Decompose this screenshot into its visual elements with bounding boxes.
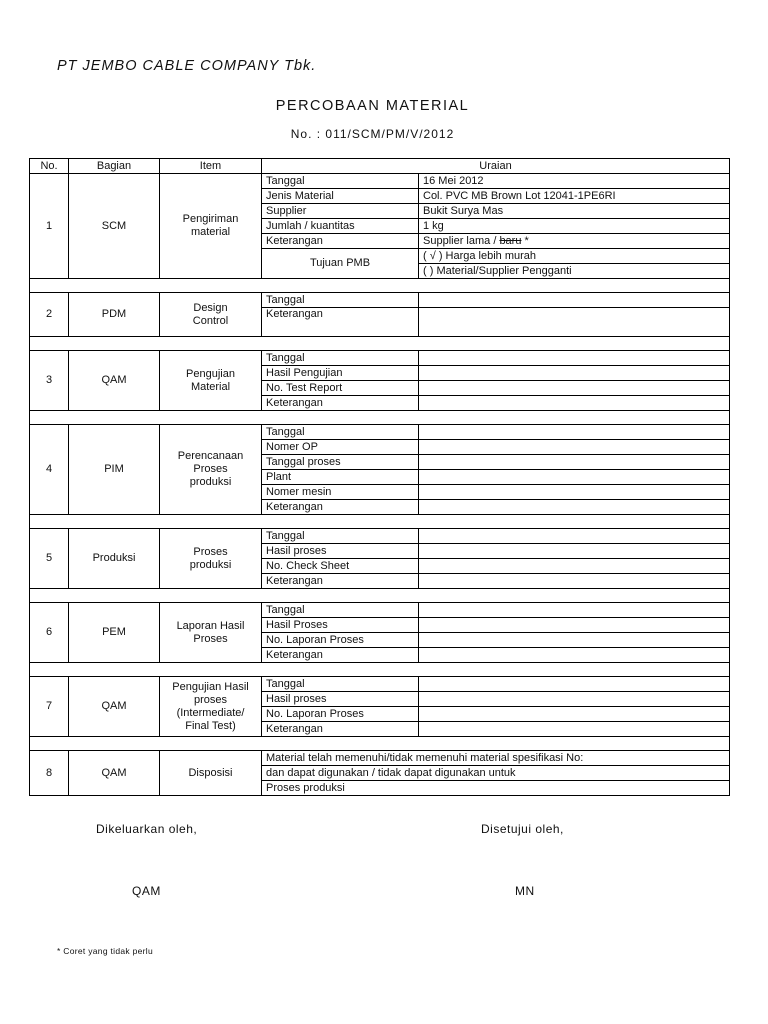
- section-6-bagian: PEM: [69, 603, 160, 663]
- table-row: [30, 351, 730, 366]
- section-1-item: Pengiriman material: [160, 174, 262, 279]
- row-value: [419, 618, 730, 633]
- table-row: [30, 677, 730, 692]
- row-value: [419, 722, 730, 737]
- row-label: Tanggal: [262, 529, 419, 544]
- col-header-uraian: Uraian: [262, 159, 730, 174]
- row-label: Tanggal: [262, 293, 419, 308]
- tujuan-option: ( ) Material/Supplier Pengganti: [419, 264, 730, 279]
- section-1-no: 1: [30, 174, 69, 279]
- spacer-row: [30, 515, 730, 529]
- spacer-row: [30, 737, 730, 751]
- section-5-bagian: Produksi: [69, 529, 160, 589]
- spacer-row: [30, 337, 730, 351]
- row-label: Hasil proses: [262, 692, 419, 707]
- row-value: [419, 692, 730, 707]
- document-title: PERCOBAAN MATERIAL: [275, 98, 470, 114]
- section-6-item: Laporan Hasil Proses: [160, 603, 262, 663]
- footnote: * Coret yang tidak perlu: [57, 946, 154, 956]
- row-label: Tanggal: [262, 603, 419, 618]
- row-label: Hasil proses: [262, 544, 419, 559]
- row-label: Keterangan: [262, 722, 419, 737]
- table-row: [30, 529, 730, 544]
- row-value: [419, 485, 730, 500]
- row-label: No. Test Report: [262, 381, 419, 396]
- spacer-row: [30, 663, 730, 677]
- spacer-row: [30, 589, 730, 603]
- table-row: [30, 425, 730, 440]
- row-label: Keterangan: [262, 308, 419, 337]
- row-label: Hasil Pengujian: [262, 366, 419, 381]
- row-value: [419, 308, 730, 337]
- company-name: PT JEMBO CABLE COMPANY Tbk.: [57, 58, 317, 74]
- row-label: Tanggal: [262, 677, 419, 692]
- section-2-no: 2: [30, 293, 69, 337]
- approved-by-label: Disetujui oleh,: [481, 822, 564, 836]
- section-8-bagian: QAM: [69, 751, 160, 796]
- section-7-no: 7: [30, 677, 69, 737]
- table-row: [30, 293, 730, 308]
- row-value: [419, 574, 730, 589]
- asterisk-mark: *: [521, 234, 529, 247]
- col-header-no: No.: [30, 159, 69, 174]
- row-label: Keterangan: [262, 234, 419, 249]
- row-label: Plant: [262, 470, 419, 485]
- spacer-row: [30, 279, 730, 293]
- row-value: [419, 707, 730, 722]
- section-8-no: 8: [30, 751, 69, 796]
- section-6-no: 6: [30, 603, 69, 663]
- section-2-bagian: PDM: [69, 293, 160, 337]
- row-value: Bukit Surya Mas: [419, 204, 730, 219]
- row-value: [419, 470, 730, 485]
- keterangan-value: [419, 234, 730, 249]
- row-value: [419, 396, 730, 411]
- material-trial-table: [29, 158, 730, 796]
- table-row: [30, 174, 730, 189]
- row-label: Nomer OP: [262, 440, 419, 455]
- row-value: 16 Mei 2012: [419, 174, 730, 189]
- section-7-item: Pengujian Hasil proses (Intermediate/ Final Test): [160, 677, 262, 737]
- row-label: Jenis Material: [262, 189, 419, 204]
- row-label: Keterangan: [262, 574, 419, 589]
- section-8-item: Disposisi: [160, 751, 262, 796]
- row-value: 1 kg: [419, 219, 730, 234]
- disposisi-line: dan dapat digunakan / tidak dapat digunakan untuk: [262, 766, 730, 781]
- row-value: [419, 351, 730, 366]
- row-value: [419, 633, 730, 648]
- section-3-bagian: QAM: [69, 351, 160, 411]
- col-header-item: Item: [160, 159, 262, 174]
- row-label: Keterangan: [262, 648, 419, 663]
- row-label: Tanggal proses: [262, 455, 419, 470]
- spacer-row: [30, 411, 730, 425]
- row-label: Jumlah / kuantitas: [262, 219, 419, 234]
- section-5-no: 5: [30, 529, 69, 589]
- row-value: [419, 529, 730, 544]
- section-3-no: 3: [30, 351, 69, 411]
- row-value: [419, 455, 730, 470]
- section-4-no: 4: [30, 425, 69, 515]
- row-value: [419, 381, 730, 396]
- row-label: Hasil Proses: [262, 618, 419, 633]
- section-2-item: Design Control: [160, 293, 262, 337]
- row-value: [419, 425, 730, 440]
- row-label: No. Check Sheet: [262, 559, 419, 574]
- row-value: [419, 603, 730, 618]
- table-row: [30, 751, 730, 766]
- section-1-bagian: SCM: [69, 174, 160, 279]
- row-label: Nomer mesin: [262, 485, 419, 500]
- struck-text: baru: [499, 234, 522, 247]
- keterangan-prefix: Supplier lama /: [423, 234, 500, 247]
- row-label: No. Laporan Proses: [262, 633, 419, 648]
- row-value: [419, 440, 730, 455]
- row-value: Col. PVC MB Brown Lot 12041-1PE6RI: [419, 189, 730, 204]
- section-7-bagian: QAM: [69, 677, 160, 737]
- col-header-bagian: Bagian: [69, 159, 160, 174]
- row-value: [419, 366, 730, 381]
- row-value: [419, 293, 730, 308]
- issued-by-signatory: QAM: [132, 884, 161, 898]
- disposisi-line: Material telah memenuhi/tidak memenuhi material spesifikasi No:: [262, 751, 730, 766]
- issued-by-label: Dikeluarkan oleh,: [96, 822, 198, 836]
- row-value: [419, 544, 730, 559]
- disposisi-line: Proses produksi: [262, 781, 730, 796]
- row-label: No. Laporan Proses: [262, 707, 419, 722]
- row-label: Tanggal: [262, 174, 419, 189]
- row-value: [419, 559, 730, 574]
- row-value: [419, 648, 730, 663]
- document-number: No. : 011/SCM/PM/V/2012: [290, 127, 455, 141]
- row-label: Tanggal: [262, 351, 419, 366]
- section-4-item: Perencanaan Proses produksi: [160, 425, 262, 515]
- section-5-item: Proses produksi: [160, 529, 262, 589]
- table-row: [30, 603, 730, 618]
- tujuan-pmb-label: Tujuan PMB: [262, 249, 419, 279]
- section-4-bagian: PIM: [69, 425, 160, 515]
- row-label: Keterangan: [262, 500, 419, 515]
- row-label: Supplier: [262, 204, 419, 219]
- approved-by-signatory: MN: [515, 884, 535, 898]
- row-label: Keterangan: [262, 396, 419, 411]
- row-label: Tanggal: [262, 425, 419, 440]
- section-3-item: Pengujian Material: [160, 351, 262, 411]
- row-value: [419, 500, 730, 515]
- table-header-row: [30, 159, 730, 174]
- tujuan-option: ( √ ) Harga lebih murah: [419, 249, 730, 264]
- row-value: [419, 677, 730, 692]
